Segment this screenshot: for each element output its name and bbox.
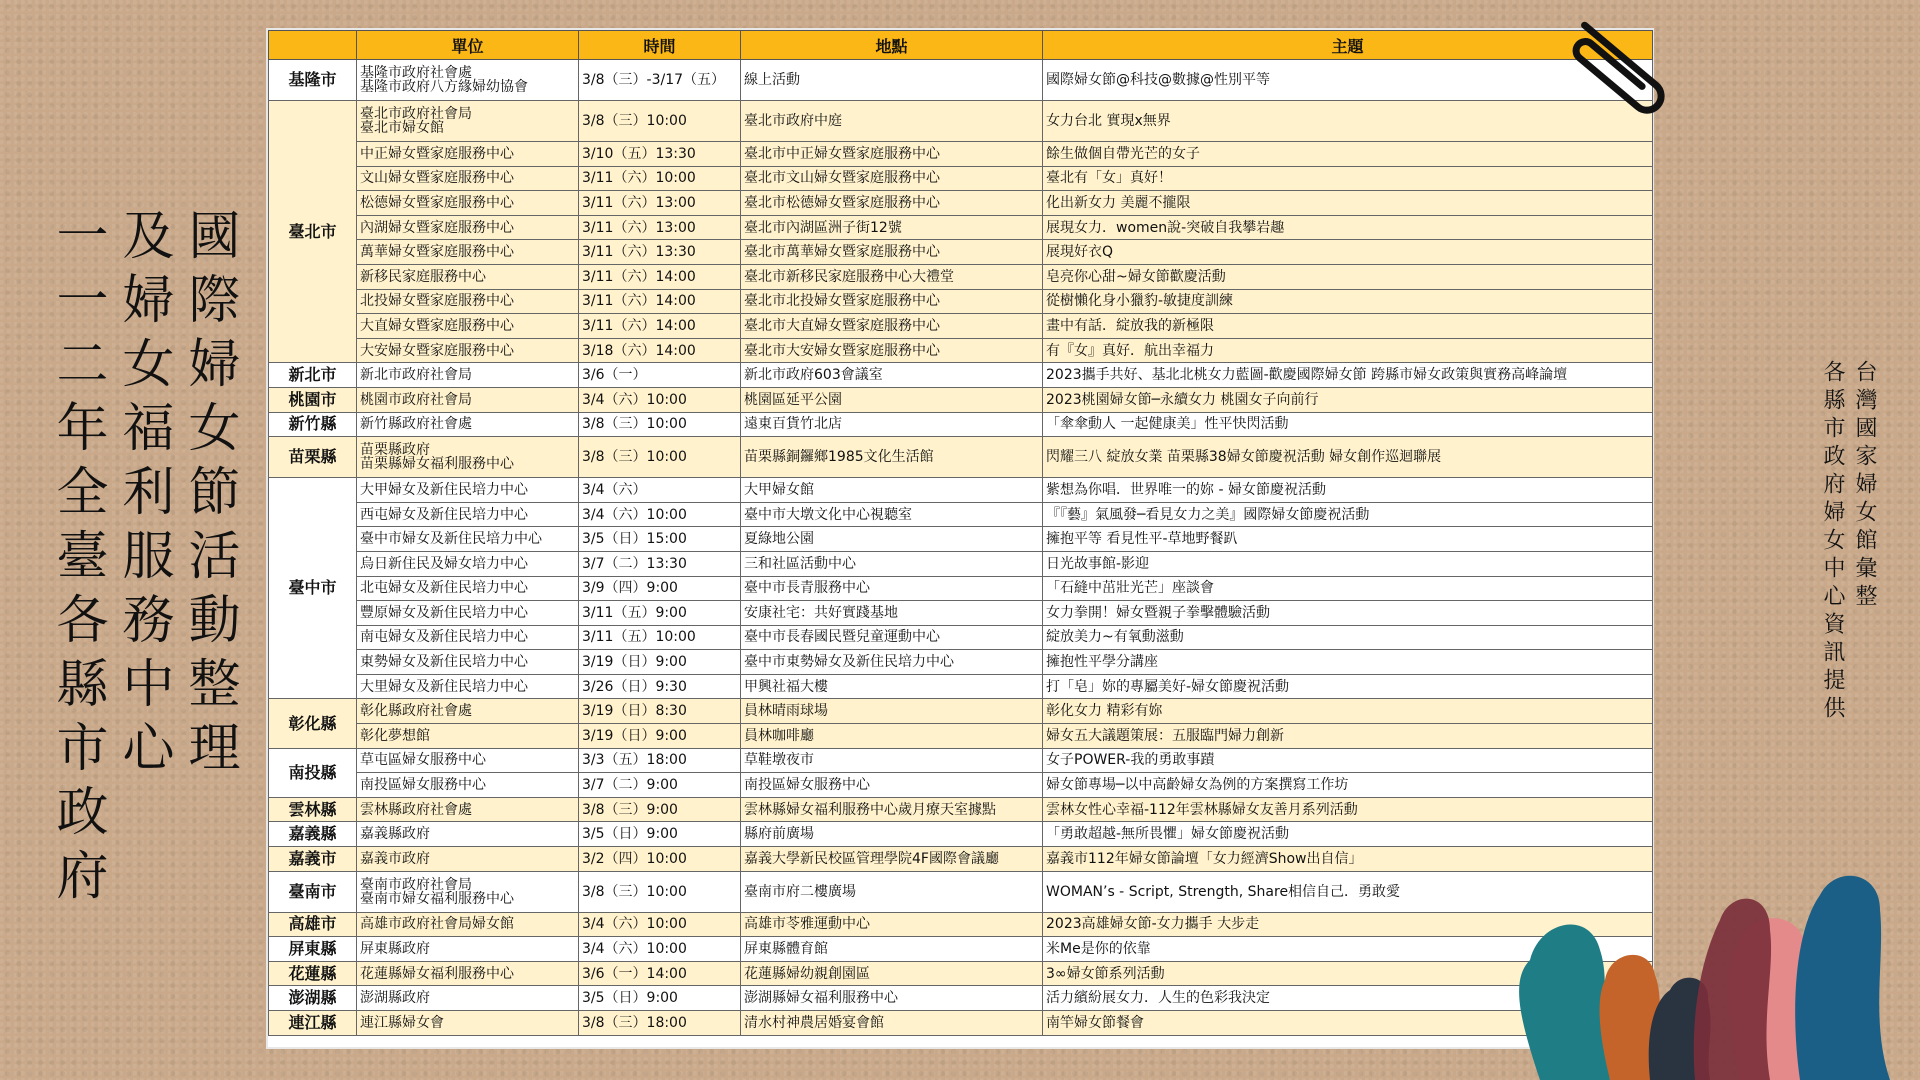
credit-line-1: 台灣國家婦女館彙整 <box>1852 360 1877 612</box>
theme-cell: 國際婦女節@科技@數據@性別平等 <box>1043 60 1653 101</box>
table-row <box>269 240 1653 265</box>
place-cell: 臺中市長春國民暨兒童運動中心 <box>741 625 1043 650</box>
time-cell: 3/9（四）9:00 <box>579 576 741 601</box>
unit-cell <box>357 478 579 503</box>
place-cell: 臺北市萬華婦女暨家庭服務中心 <box>741 240 1043 265</box>
unit-line: 中正婦女暨家庭服務中心 <box>360 145 514 162</box>
time-cell: 3/19（日）9:00 <box>579 650 741 675</box>
theme-cell: 紫想為你唱．世界唯一的妳 - 婦女節慶祝活動 <box>1043 478 1653 503</box>
time-cell: 3/11（六）10:00 <box>579 166 741 191</box>
table-row <box>269 412 1653 437</box>
unit-cell <box>357 699 579 724</box>
place-cell: 澎湖縣婦女福利服務中心 <box>741 986 1043 1011</box>
unit-line: 烏日新住民及婦女培力中心 <box>360 555 528 572</box>
place-cell: 臺中市東勢婦女及新住民培力中心 <box>741 650 1043 675</box>
table-row <box>269 166 1653 191</box>
table-row <box>269 961 1653 986</box>
theme-cell: 雲林女性心幸福-112年雲林縣婦女友善月系列活動 <box>1043 797 1653 822</box>
place-cell: 雲林縣婦女福利服務中心歲月療天室據點 <box>741 797 1043 822</box>
unit-line: 西屯婦女及新住民培力中心 <box>360 506 528 523</box>
time-cell: 3/18（六）14:00 <box>579 338 741 363</box>
time-cell: 3/8（三）10:00 <box>579 101 741 142</box>
county-cell: 桃園市 <box>269 387 357 412</box>
unit-cell <box>357 773 579 798</box>
theme-cell: 女力台北 實現x無界 <box>1043 101 1653 142</box>
place-cell: 臺北市大安婦女暨家庭服務中心 <box>741 338 1043 363</box>
table-row <box>269 674 1653 699</box>
time-cell: 3/6（一）14:00 <box>579 961 741 986</box>
time-cell: 3/8（三）18:00 <box>579 1011 741 1036</box>
unit-line: 臺北市婦女館 <box>360 120 444 136</box>
unit-line: 基隆市政府社會處 <box>360 65 472 81</box>
theme-cell: 臺北有「女」真好！ <box>1043 166 1653 191</box>
unit-line: 苗栗縣婦女福利服務中心 <box>360 456 514 473</box>
unit-cell <box>357 724 579 749</box>
place-cell: 臺中市長青服務中心 <box>741 576 1043 601</box>
time-cell: 3/7（二）9:00 <box>579 773 741 798</box>
unit-cell <box>357 101 579 142</box>
time-cell: 3/11（六）13:00 <box>579 215 741 240</box>
unit-cell <box>357 674 579 699</box>
theme-cell: 「勇敢超越-無所畏懼」婦女節慶祝活動 <box>1043 822 1653 847</box>
place-cell: 甲興社福大樓 <box>741 674 1043 699</box>
place-cell: 臺北市北投婦女暨家庭服務中心 <box>741 289 1043 314</box>
unit-line: 北屯婦女及新住民培力中心 <box>360 580 528 597</box>
time-cell: 3/11（六）13:30 <box>579 240 741 265</box>
time-cell: 3/11（五）10:00 <box>579 625 741 650</box>
unit-line: 新竹縣政府社會處 <box>360 416 472 433</box>
unit-line: 臺北市政府社會局 <box>360 106 472 122</box>
place-cell: 縣府前廣場 <box>741 822 1043 847</box>
title-line-1: 國際婦女節活動整理 <box>179 208 239 784</box>
theme-cell: 畫中有話．綻放我的新極限 <box>1043 314 1653 339</box>
time-cell: 3/5（日）15:00 <box>579 527 741 552</box>
table-row <box>269 871 1653 912</box>
time-cell: 3/3（五）18:00 <box>579 748 741 773</box>
unit-line: 新移民家庭服務中心 <box>360 268 486 285</box>
unit-cell <box>357 822 579 847</box>
unit-line: 新北市政府社會局 <box>360 367 472 384</box>
theme-cell: 女力拳開！婦女暨親子拳擊體驗活動 <box>1043 601 1653 626</box>
unit-cell <box>357 1011 579 1036</box>
place-cell: 臺北市內湖區洲子街12號 <box>741 215 1043 240</box>
time-cell: 3/5（日）9:00 <box>579 986 741 1011</box>
theme-cell: 有『女』真好．航出幸福力 <box>1043 338 1653 363</box>
page-title <box>44 208 242 912</box>
unit-line: 嘉義縣政府 <box>360 826 430 843</box>
theme-cell: 展現好衣Q <box>1043 240 1653 265</box>
place-cell: 嘉義大學新民校區管理學院4F國際會議廳 <box>741 847 1043 872</box>
time-cell: 3/4（六）10:00 <box>579 912 741 937</box>
table-body <box>269 60 1653 1036</box>
table-row <box>269 748 1653 773</box>
table-row <box>269 437 1653 478</box>
theme-cell: 女子POWER-我的勇敢事蹟 <box>1043 748 1653 773</box>
time-cell: 3/10（五）13:30 <box>579 142 741 167</box>
table-row <box>269 338 1653 363</box>
unit-line: 屏東縣政府 <box>360 941 430 958</box>
unit-cell <box>357 240 579 265</box>
theme-cell: 2023攜手共好、基北北桃女力藍圖-歡慶國際婦女節 跨縣市婦女政策與實務高峰論壇 <box>1043 363 1653 388</box>
table-row <box>269 1011 1653 1036</box>
unit-cell <box>357 650 579 675</box>
women-silhouettes-illustration <box>1480 850 1920 1080</box>
time-cell: 3/5（日）9:00 <box>579 822 741 847</box>
unit-line: 臺南市婦女福利服務中心 <box>360 890 514 907</box>
table-row <box>269 847 1653 872</box>
place-cell: 臺北市中正婦女暨家庭服務中心 <box>741 142 1043 167</box>
table-row <box>269 912 1653 937</box>
table-row <box>269 264 1653 289</box>
table-row <box>269 576 1653 601</box>
place-cell: 屏東縣體育館 <box>741 937 1043 962</box>
theme-cell: 『『藝』氣風發─看見女力之美』國際婦女節慶祝活動 <box>1043 502 1653 527</box>
title-line-3: 一一二年全臺各縣市政府 <box>47 208 107 912</box>
unit-cell <box>357 748 579 773</box>
time-cell: 3/8（三）9:00 <box>579 797 741 822</box>
unit-line: 彰化夢想館 <box>360 727 430 744</box>
unit-line: 松德婦女暨家庭服務中心 <box>360 194 514 211</box>
unit-line: 嘉義市政府 <box>360 850 430 867</box>
unit-cell <box>357 363 579 388</box>
place-cell: 臺北市大直婦女暨家庭服務中心 <box>741 314 1043 339</box>
theme-cell: 彰化女力 精彩有妳 <box>1043 699 1653 724</box>
table-row <box>269 314 1653 339</box>
time-cell: 3/8（三）10:00 <box>579 871 741 912</box>
unit-cell <box>357 142 579 167</box>
unit-cell <box>357 551 579 576</box>
unit-cell <box>357 986 579 1011</box>
unit-cell <box>357 289 579 314</box>
unit-line: 苗栗縣政府 <box>360 442 430 459</box>
unit-cell <box>357 576 579 601</box>
place-cell: 草鞋墩夜市 <box>741 748 1043 773</box>
unit-cell <box>357 871 579 912</box>
county-cell: 屏東縣 <box>269 937 357 962</box>
table-row <box>269 699 1653 724</box>
place-cell: 高雄市苓雅運動中心 <box>741 912 1043 937</box>
theme-cell: 擁抱平等 看見性平-草地野餐趴 <box>1043 527 1653 552</box>
table-row <box>269 101 1653 142</box>
table-row <box>269 822 1653 847</box>
place-cell: 清水村神農居婚宴會館 <box>741 1011 1043 1036</box>
time-cell: 3/26（日）9:30 <box>579 674 741 699</box>
unit-cell <box>357 264 579 289</box>
table-row <box>269 142 1653 167</box>
unit-line: 東勢婦女及新住民培力中心 <box>360 654 528 671</box>
place-cell: 臺北市文山婦女暨家庭服務中心 <box>741 166 1043 191</box>
theme-cell: 「石縫中茁壯光芒」座談會 <box>1043 576 1653 601</box>
events-table-container <box>268 30 1652 1047</box>
theme-cell: 餘生做個自帶光芒的女子 <box>1043 142 1653 167</box>
unit-cell <box>357 961 579 986</box>
place-cell: 大甲婦女館 <box>741 478 1043 503</box>
time-cell: 3/11（六）14:00 <box>579 264 741 289</box>
time-cell: 3/6（一） <box>579 363 741 388</box>
time-cell: 3/4（六）10:00 <box>579 502 741 527</box>
unit-cell <box>357 314 579 339</box>
unit-line: 大甲婦女及新住民培力中心 <box>360 481 528 498</box>
time-cell: 3/8（三）10:00 <box>579 412 741 437</box>
table-row <box>269 387 1653 412</box>
theme-cell: 南竿婦女節餐會 <box>1043 1011 1653 1036</box>
theme-cell: 綻放美力~有氧動滋動 <box>1043 625 1653 650</box>
theme-cell: 打「皂」妳的專屬美好-婦女節慶祝活動 <box>1043 674 1653 699</box>
table-row <box>269 60 1653 101</box>
county-cell: 苗栗縣 <box>269 437 357 478</box>
header-county <box>269 31 357 60</box>
theme-cell: 3∞婦女節系列活動 <box>1043 961 1653 986</box>
unit-line: 內湖婦女暨家庭服務中心 <box>360 219 514 236</box>
unit-line: 連江縣婦女會 <box>360 1014 444 1031</box>
unit-line: 臺中市婦女及新住民培力中心 <box>360 531 542 548</box>
unit-cell <box>357 60 579 101</box>
unit-cell <box>357 502 579 527</box>
county-cell: 新北市 <box>269 363 357 388</box>
place-cell: 員林咖啡廳 <box>741 724 1043 749</box>
place-cell: 臺中市大墩文化中心視聽室 <box>741 502 1043 527</box>
unit-cell <box>357 847 579 872</box>
place-cell: 臺南市府二樓廣場 <box>741 871 1043 912</box>
time-cell: 3/7（二）13:30 <box>579 551 741 576</box>
unit-cell <box>357 527 579 552</box>
unit-cell <box>357 625 579 650</box>
credit-line-2: 各縣市政府婦女中心資訊提供 <box>1820 360 1845 724</box>
unit-line: 南投區婦女服務中心 <box>360 777 486 794</box>
unit-line: 大直婦女暨家庭服務中心 <box>360 317 514 334</box>
county-cell: 嘉義市 <box>269 847 357 872</box>
unit-line: 彰化縣政府社會處 <box>360 703 472 720</box>
table-row <box>269 625 1653 650</box>
place-cell: 線上活動 <box>741 60 1043 101</box>
unit-line: 萬華婦女暨家庭服務中心 <box>360 244 514 261</box>
county-cell: 基隆市 <box>269 60 357 101</box>
county-cell: 臺中市 <box>269 478 357 699</box>
place-cell: 臺北市新移民家庭服務中心大禮堂 <box>741 264 1043 289</box>
header-unit: 單位 <box>357 31 579 60</box>
unit-cell <box>357 937 579 962</box>
unit-cell <box>357 912 579 937</box>
events-table <box>268 30 1653 1036</box>
time-cell: 3/8（三）10:00 <box>579 437 741 478</box>
unit-cell <box>357 191 579 216</box>
header-time: 時間 <box>579 31 741 60</box>
time-cell: 3/11（六）14:00 <box>579 289 741 314</box>
place-cell: 苗栗縣銅鑼鄉1985文化生活館 <box>741 437 1043 478</box>
time-cell: 3/11（六）13:00 <box>579 191 741 216</box>
time-cell: 3/4（六）10:00 <box>579 937 741 962</box>
time-cell: 3/19（日）9:00 <box>579 724 741 749</box>
county-cell: 臺北市 <box>269 101 357 363</box>
place-cell: 夏綠地公園 <box>741 527 1043 552</box>
unit-cell <box>357 601 579 626</box>
table-row <box>269 289 1653 314</box>
table-row <box>269 363 1653 388</box>
unit-line: 草屯區婦女服務中心 <box>360 752 486 769</box>
unit-line: 澎湖縣政府 <box>360 990 430 1007</box>
theme-cell: 婦女五大議題策展：五服臨門婦力創新 <box>1043 724 1653 749</box>
theme-cell: 嘉義市112年婦女節論壇「女力經濟Show出自信」 <box>1043 847 1653 872</box>
county-cell: 高雄市 <box>269 912 357 937</box>
table-row <box>269 797 1653 822</box>
table-row <box>269 215 1653 240</box>
place-cell: 臺北市松德婦女暨家庭服務中心 <box>741 191 1043 216</box>
county-cell: 臺南市 <box>269 871 357 912</box>
table-row <box>269 937 1653 962</box>
place-cell: 臺北市政府中庭 <box>741 101 1043 142</box>
county-cell: 新竹縣 <box>269 412 357 437</box>
theme-cell: 展現女力．women說-突破自我攀岩趣 <box>1043 215 1653 240</box>
theme-cell: 皂亮你心甜~婦女節歡慶活動 <box>1043 264 1653 289</box>
credit-note <box>1816 360 1880 724</box>
county-cell: 嘉義縣 <box>269 822 357 847</box>
table-row <box>269 601 1653 626</box>
title-line-2: 及婦女福利服務中心 <box>113 208 173 784</box>
unit-line: 南屯婦女及新住民培力中心 <box>360 629 528 646</box>
place-cell: 員林晴雨球場 <box>741 699 1043 724</box>
header-theme: 主題 <box>1043 31 1653 60</box>
place-cell: 南投區婦女服務中心 <box>741 773 1043 798</box>
table-row <box>269 527 1653 552</box>
theme-cell: 米Me是你的依靠 <box>1043 937 1653 962</box>
theme-cell: 化出新女力 美麗不攏限 <box>1043 191 1653 216</box>
unit-cell <box>357 215 579 240</box>
theme-cell: 日光故事館-影迎 <box>1043 551 1653 576</box>
unit-line: 基隆市政府八方緣婦幼協會 <box>360 79 528 95</box>
time-cell: 3/19（日）8:30 <box>579 699 741 724</box>
theme-cell: 擁抱性平學分講座 <box>1043 650 1653 675</box>
theme-cell: 2023桃園婦女節─永續女力 桃園女子向前行 <box>1043 387 1653 412</box>
theme-cell: 婦女節專場─以中高齡婦女為例的方案撰寫工作坊 <box>1043 773 1653 798</box>
time-cell: 3/2（四）10:00 <box>579 847 741 872</box>
county-cell: 花蓮縣 <box>269 961 357 986</box>
theme-cell: 從樹懶化身小獵豹-敏捷度訓練 <box>1043 289 1653 314</box>
unit-cell <box>357 387 579 412</box>
place-cell: 遠東百貨竹北店 <box>741 412 1043 437</box>
table-row <box>269 650 1653 675</box>
table-row <box>269 551 1653 576</box>
table-row <box>269 478 1653 503</box>
place-cell: 三和社區活動中心 <box>741 551 1043 576</box>
theme-cell: WOMAN’s - Script, Strength, Share相信自己．勇敢愛 <box>1043 871 1653 912</box>
paperclip-icon <box>1568 8 1678 118</box>
unit-line: 高雄市政府社會局婦女館 <box>360 916 514 933</box>
unit-line: 大安婦女暨家庭服務中心 <box>360 342 514 359</box>
county-cell: 雲林縣 <box>269 797 357 822</box>
table-row <box>269 986 1653 1011</box>
unit-line: 臺南市政府社會局 <box>360 876 472 893</box>
table-row <box>269 191 1653 216</box>
theme-cell: 2023高雄婦女節-女力攜手 大步走 <box>1043 912 1653 937</box>
theme-cell: 閃耀三八 綻放女業 苗栗縣38婦女節慶祝活動 婦女創作巡迴聯展 <box>1043 437 1653 478</box>
unit-line: 文山婦女暨家庭服務中心 <box>360 170 514 187</box>
unit-line: 大里婦女及新住民培力中心 <box>360 678 528 695</box>
county-cell: 彰化縣 <box>269 699 357 748</box>
place-cell: 新北市政府603會議室 <box>741 363 1043 388</box>
unit-cell <box>357 412 579 437</box>
unit-line: 桃園市政府社會局 <box>360 391 472 408</box>
time-cell: 3/11（五）9:00 <box>579 601 741 626</box>
unit-line: 北投婦女暨家庭服務中心 <box>360 293 514 310</box>
place-cell: 桃園區延平公園 <box>741 387 1043 412</box>
theme-cell: 活力繽紛展女力．人生的色彩我決定 <box>1043 986 1653 1011</box>
unit-line: 雲林縣政府社會處 <box>360 801 472 818</box>
table-row <box>269 773 1653 798</box>
time-cell: 3/4（六）10:00 <box>579 387 741 412</box>
unit-line: 豐原婦女及新住民培力中心 <box>360 604 528 621</box>
unit-cell <box>357 797 579 822</box>
header-place: 地點 <box>741 31 1043 60</box>
time-cell: 3/11（六）14:00 <box>579 314 741 339</box>
place-cell: 安康社宅：共好實踐基地 <box>741 601 1043 626</box>
time-cell: 3/8（三）-3/17（五） <box>579 60 741 101</box>
table-row <box>269 724 1653 749</box>
county-cell: 澎湖縣 <box>269 986 357 1011</box>
place-cell: 花蓮縣婦幼親創園區 <box>741 961 1043 986</box>
unit-cell <box>357 437 579 478</box>
theme-cell: 「傘傘動人 一起健康美」性平快閃活動 <box>1043 412 1653 437</box>
county-cell: 南投縣 <box>269 748 357 797</box>
table-header-row <box>269 31 1653 60</box>
unit-line: 花蓮縣婦女福利服務中心 <box>360 965 514 982</box>
table-row <box>269 502 1653 527</box>
unit-cell <box>357 166 579 191</box>
time-cell: 3/4（六） <box>579 478 741 503</box>
county-cell: 連江縣 <box>269 1011 357 1036</box>
unit-cell <box>357 338 579 363</box>
